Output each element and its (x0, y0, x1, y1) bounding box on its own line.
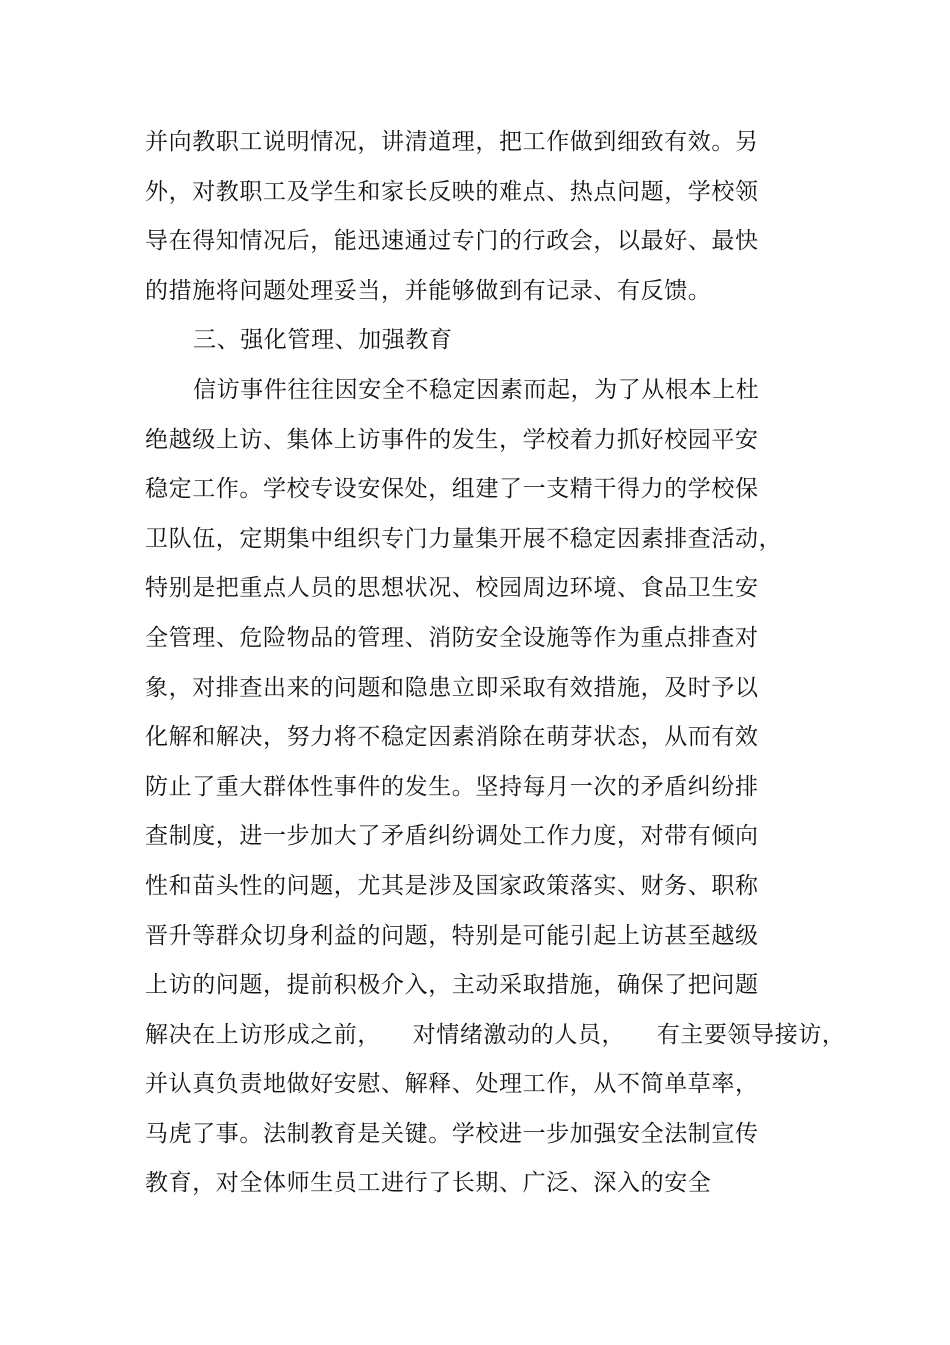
text-line: 教育，对全体师生员工进行了长期、广泛、深入的安全 (145, 1170, 712, 1197)
text-line: 稳定工作。学校专设安保处，组建了一支精干得力的学校保 (145, 476, 759, 503)
text-line: 上访的问题，提前积极介入，主动采取措施，确保了把问题 (145, 972, 759, 999)
text-line: 全管理、危险物品的管理、消防安全设施等作为重点排查对 (145, 624, 759, 651)
text-line: 解决在上访形成之前， 对情绪激动的人员， 有主要领导接访， (145, 1021, 846, 1048)
text-line: 外，对教职工及学生和家长反映的难点、热点问题，学校领 (145, 178, 759, 205)
text-line: 化解和解决，努力将不稳定因素消除在萌芽状态，从而有效 (145, 724, 759, 751)
text-line: 象，对排查出来的问题和隐患立即采取有效措施，及时予以 (145, 674, 759, 701)
text-line: 卫队伍，定期集中组织专门力量集开展不稳定因素排查活动， (145, 525, 783, 552)
text-line: 晋升等群众切身利益的问题，特别是可能引起上访甚至越级 (145, 922, 759, 949)
text-line: 特别是把重点人员的思想状况、校园周边环境、食品卫生安 (145, 575, 759, 602)
text-line: 导在得知情况后，能迅速通过专门的行政会，以最好、最快 (145, 228, 759, 255)
text-line: 绝越级上访、集体上访事件的发生，学校着力抓好校园平安 (145, 426, 759, 453)
section-heading: 三、强化管理、加强教育 (193, 327, 453, 354)
text-line: 查制度，进一步加大了矛盾纠纷调处工作力度，对带有倾向 (145, 823, 759, 850)
paragraph-first-line: 信访事件往往因安全不稳定因素而起，为了从根本上杜 (193, 376, 760, 403)
text-line: 并向教职工说明情况，讲清道理，把工作做到细致有效。另 (145, 129, 759, 155)
text-line: 并认真负责地做好安慰、解释、处理工作，从不简单草率， (145, 1071, 759, 1098)
text-line: 性和苗头性的问题，尤其是涉及国家政策落实、财务、职称 (145, 872, 759, 899)
body-text (145, 118, 846, 1209)
text-line: 马虎了事。法制教育是关键。学校进一步加强安全法制宣传 (145, 1120, 759, 1147)
text-line: 的措施将问题处理妥当，并能够做到有记录、有反馈。 (145, 277, 712, 304)
text-line: 防止了重大群体性事件的发生。坚持每月一次的矛盾纠纷排 (145, 773, 759, 800)
